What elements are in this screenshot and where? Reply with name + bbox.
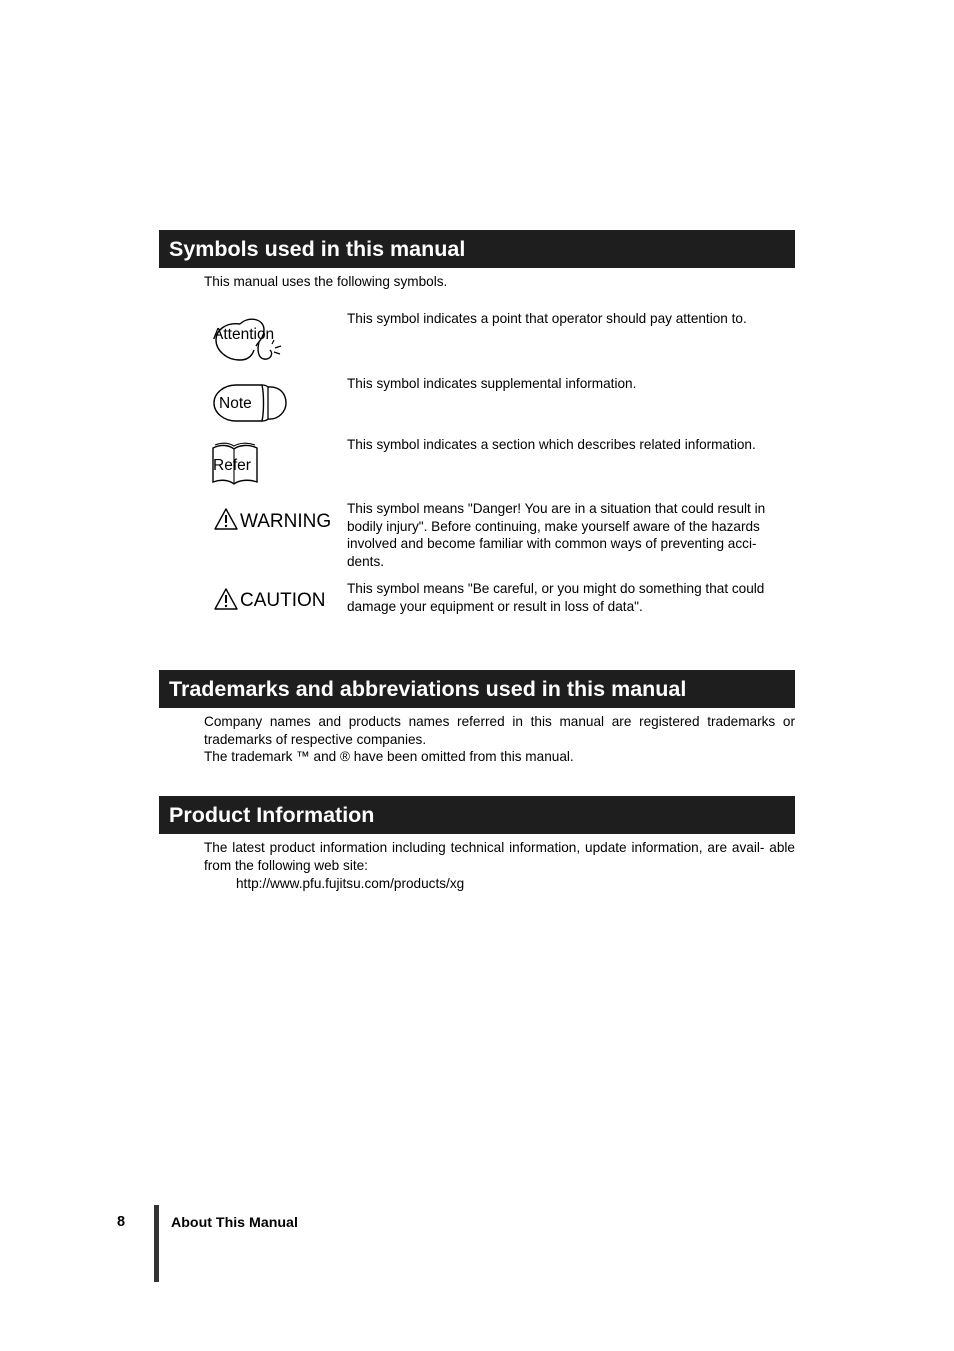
refer-label: Refer	[213, 457, 251, 474]
trademarks-paragraph: Company names and products names referred in this manual are registered trademarks or trademarks of respective companies.	[204, 714, 795, 747]
refer-book-icon	[211, 442, 259, 486]
product-info-url[interactable]: http://www.pfu.fujitsu.com/products/xg	[236, 876, 465, 891]
footer-title: About This Manual	[171, 1215, 298, 1231]
caution-triangle-icon	[213, 587, 239, 611]
symbols-intro: This manual uses the following symbols.	[204, 274, 448, 289]
warning-triangle-icon	[213, 507, 239, 531]
trademarks-omitted-note: The trademark ™ and ® have been omitted from this manual.	[204, 749, 574, 764]
footer-divider	[154, 1205, 159, 1282]
refer-description: This symbol indicates a section which describes related information.	[347, 437, 756, 452]
page-number: 8	[117, 1214, 126, 1230]
note-label: Note	[219, 395, 252, 412]
note-icon	[212, 382, 288, 424]
warning-label: WARNING	[240, 511, 332, 532]
section-header-symbols	[159, 230, 795, 268]
caution-description: This symbol means "Be careful, or you might do something that could damage your equipment or result in loss of data".	[347, 581, 765, 614]
product-info-paragraph: The latest product information including technical information, update information, are avail- able from the following web site:	[204, 840, 795, 873]
section-title: Trademarks and abbreviations used in this manual	[169, 677, 687, 701]
attention-description: This symbol indicates a point that operator should pay attention to.	[347, 311, 747, 326]
section-title: Symbols used in this manual	[169, 237, 466, 261]
caution-label: CAUTION	[240, 590, 326, 611]
section-header-trademarks	[159, 670, 795, 708]
section-header-product-info	[159, 796, 795, 834]
warning-description: This symbol means "Danger! You are in a situation that could result in bodily injury". Before continuing, make yourself aware of the hazards involved and become familiar with common ways of preventing acci- dents.	[347, 501, 766, 569]
attention-label: Attention	[213, 326, 275, 343]
section-title: Product Information	[169, 803, 375, 827]
attention-icon	[212, 316, 287, 364]
note-description: This symbol indicates supplemental information.	[347, 376, 637, 391]
